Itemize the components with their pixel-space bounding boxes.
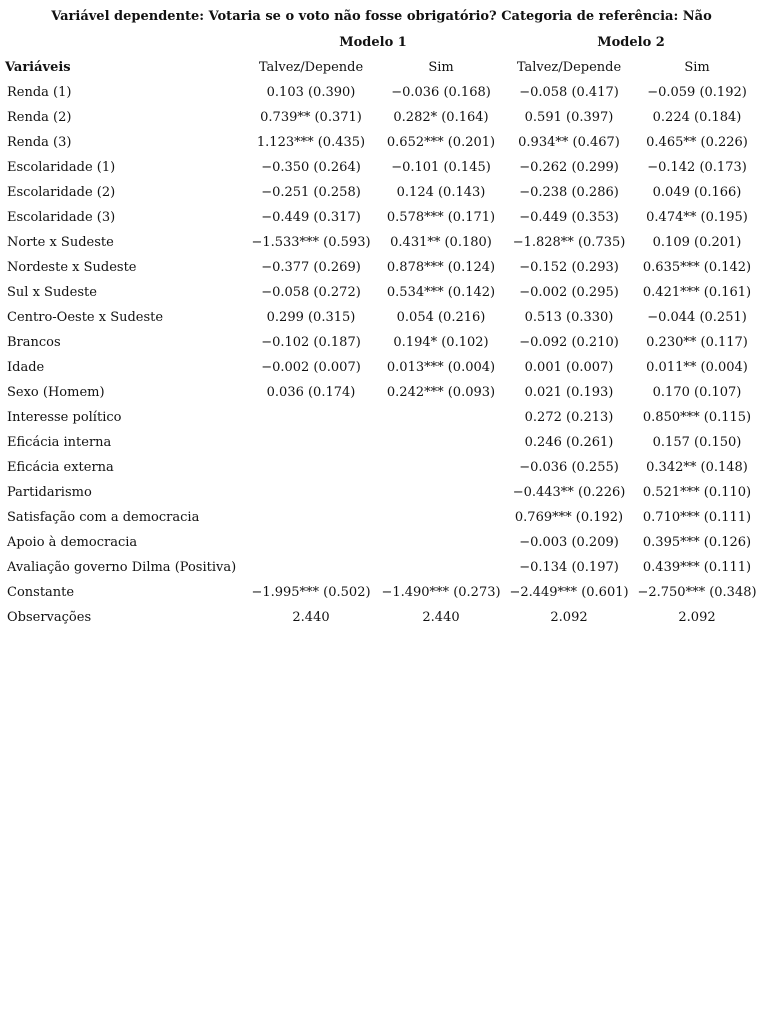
table-row [5, 555, 759, 580]
table-cell: 0.013*** (0.004) [386, 360, 496, 375]
table-row [5, 230, 759, 255]
table-row [5, 155, 759, 180]
table-row [5, 580, 759, 605]
table-row [5, 280, 759, 305]
table-cell: 0.465** (0.226) [646, 135, 748, 150]
table-cell: 0.934** (0.467) [518, 135, 620, 150]
table-cell: 0.246 (0.261) [524, 435, 614, 450]
table-cell: −0.152 (0.293) [519, 260, 619, 275]
table-cell: 0.591 (0.397) [524, 110, 614, 125]
row-label: Sul x Sudeste [7, 285, 97, 300]
table-cell: −0.102 (0.187) [261, 335, 361, 350]
table-row [5, 405, 759, 430]
table-body [5, 80, 759, 630]
column-header: Talvez/Depende [258, 60, 364, 75]
row-label: Centro-Oeste x Sudeste [7, 310, 164, 325]
table-title: Variável dependente: Votaria se o voto não fosse obrigatório? Categoria de referência: Não [51, 9, 712, 24]
table-cell [243, 505, 379, 530]
regression-table [5, 30, 759, 630]
table-cell: −0.443** (0.226) [512, 485, 626, 500]
table-cell [379, 455, 503, 480]
table-cell: 0.282* (0.164) [393, 110, 489, 125]
table-cell: 0.272 (0.213) [524, 410, 614, 425]
table-cell: 0.439*** (0.111) [642, 560, 752, 575]
row-label: Sexo (Homem) [7, 385, 105, 400]
table-row [5, 205, 759, 230]
table-cell: 0.431** (0.180) [390, 235, 492, 250]
table-cell: 0.850*** (0.115) [642, 410, 752, 425]
table-cell [379, 530, 503, 555]
column-header-row [5, 55, 759, 80]
table-cell: 2.440 [292, 610, 330, 625]
model-header-row [5, 30, 759, 55]
table-cell: −0.142 (0.173) [647, 160, 747, 175]
table-cell: 0.652*** (0.201) [386, 135, 496, 150]
table-row [5, 380, 759, 405]
table-row [5, 305, 759, 330]
table-cell: −2.750*** (0.348) [637, 585, 757, 600]
table-cell: 1.123*** (0.435) [256, 135, 366, 150]
table-cell: −0.036 (0.255) [519, 460, 619, 475]
column-header: Sim [428, 60, 454, 75]
table-cell: 2.440 [422, 610, 460, 625]
table-cell: −0.134 (0.197) [519, 560, 619, 575]
table-cell: −0.058 (0.272) [261, 285, 361, 300]
table-cell: 0.534*** (0.142) [386, 285, 496, 300]
table-cell: −0.449 (0.353) [519, 210, 619, 225]
table-cell: −0.251 (0.258) [261, 185, 361, 200]
table-cell: 0.299 (0.315) [266, 310, 356, 325]
table-cell: 0.194* (0.102) [393, 335, 489, 350]
table-cell: 0.513 (0.330) [524, 310, 614, 325]
table-row [5, 130, 759, 155]
model-1-header: Modelo 1 [339, 35, 407, 50]
column-header: Talvez/Depende [516, 60, 622, 75]
table-cell: 0.001 (0.007) [524, 360, 614, 375]
row-label: Observações [7, 610, 92, 625]
table-cell: 0.011** (0.004) [646, 360, 748, 375]
table-cell: 0.242*** (0.093) [386, 385, 496, 400]
table-cell: 0.049 (0.166) [652, 185, 742, 200]
model-2-header: Modelo 2 [597, 35, 665, 50]
table-cell: −2.449*** (0.601) [509, 585, 629, 600]
table-cell: −0.449 (0.317) [261, 210, 361, 225]
row-label: Partidarismo [7, 485, 92, 500]
table-cell: −0.101 (0.145) [391, 160, 491, 175]
row-label: Renda (1) [7, 85, 72, 100]
table-cell [243, 430, 379, 455]
table-cell: 0.474** (0.195) [646, 210, 748, 225]
row-label: Renda (2) [7, 110, 72, 125]
table-cell: 0.710*** (0.111) [642, 510, 752, 525]
table-row [5, 255, 759, 280]
table-cell: 0.521*** (0.110) [642, 485, 752, 500]
table-cell: −0.036 (0.168) [391, 85, 491, 100]
table-cell: 0.021 (0.193) [524, 385, 614, 400]
table-cell [379, 430, 503, 455]
table-row [5, 505, 759, 530]
table-cell: 0.054 (0.216) [396, 310, 486, 325]
table-cell: −0.262 (0.299) [519, 160, 619, 175]
table-row [5, 605, 759, 630]
row-label: Avaliação governo Dilma (Positiva) [7, 560, 237, 575]
row-label: Satisfação com a democracia [7, 510, 200, 525]
table-cell: −1.533*** (0.593) [251, 235, 371, 250]
table-cell: 0.739** (0.371) [260, 110, 362, 125]
table-cell: 0.103 (0.390) [266, 85, 356, 100]
table-cell: −0.003 (0.209) [519, 535, 619, 550]
table-row [5, 105, 759, 130]
table-cell: −1.490*** (0.273) [381, 585, 501, 600]
table-cell: 0.395*** (0.126) [642, 535, 752, 550]
table-cell [379, 480, 503, 505]
table-cell: 0.036 (0.174) [266, 385, 356, 400]
table-cell: 0.170 (0.107) [652, 385, 742, 400]
table-cell: 2.092 [550, 610, 588, 625]
table-cell: 0.578*** (0.171) [386, 210, 496, 225]
table-row [5, 355, 759, 380]
table-cell: −0.044 (0.251) [647, 310, 747, 325]
table-cell [379, 555, 503, 580]
table-row [5, 330, 759, 355]
table-cell: −0.350 (0.264) [261, 160, 361, 175]
column-header: Sim [684, 60, 710, 75]
table-cell: −0.377 (0.269) [261, 260, 361, 275]
table-row [5, 530, 759, 555]
row-label: Idade [7, 360, 45, 375]
table-cell [243, 455, 379, 480]
table-row [5, 180, 759, 205]
table-cell: 0.109 (0.201) [652, 235, 742, 250]
table-cell: −0.238 (0.286) [519, 185, 619, 200]
table-cell [243, 530, 379, 555]
row-label: Escolaridade (3) [7, 210, 116, 225]
row-label: Nordeste x Sudeste [7, 260, 137, 275]
table-cell: 0.421*** (0.161) [642, 285, 752, 300]
table-cell: −1.995*** (0.502) [251, 585, 371, 600]
variables-header: Variáveis [5, 60, 71, 75]
table-cell: −0.002 (0.295) [519, 285, 619, 300]
row-label: Escolaridade (2) [7, 185, 116, 200]
row-label: Renda (3) [7, 135, 72, 150]
row-label: Escolaridade (1) [7, 160, 116, 175]
table-cell [243, 480, 379, 505]
row-label: Apoio à democracia [7, 535, 138, 550]
row-label: Interesse político [7, 410, 122, 425]
table-cell: 0.342** (0.148) [646, 460, 748, 475]
table-cell: −0.059 (0.192) [647, 85, 747, 100]
empty-header-cell [5, 30, 243, 55]
table-cell: −0.092 (0.210) [519, 335, 619, 350]
row-label: Constante [7, 585, 75, 600]
table-cell: 0.878*** (0.124) [386, 260, 496, 275]
table-cell: 0.635*** (0.142) [642, 260, 752, 275]
table-cell: 0.124 (0.143) [396, 185, 486, 200]
table-cell [243, 555, 379, 580]
table-cell: 0.769*** (0.192) [514, 510, 624, 525]
table-row [5, 430, 759, 455]
table-cell [379, 505, 503, 530]
row-label: Brancos [7, 335, 61, 350]
table-row [5, 455, 759, 480]
table-cell: 0.157 (0.150) [652, 435, 742, 450]
table-row [5, 480, 759, 505]
table-cell: 0.230** (0.117) [646, 335, 748, 350]
row-label: Eficácia externa [7, 460, 114, 475]
table-cell: −0.058 (0.417) [519, 85, 619, 100]
table-cell [379, 405, 503, 430]
row-label: Eficácia interna [7, 435, 112, 450]
table-cell: −1.828** (0.735) [512, 235, 626, 250]
table-row [5, 80, 759, 105]
row-label: Norte x Sudeste [7, 235, 114, 250]
table-cell: 2.092 [678, 610, 716, 625]
table-cell [243, 405, 379, 430]
table-cell: 0.224 (0.184) [652, 110, 742, 125]
table-cell: −0.002 (0.007) [261, 360, 361, 375]
